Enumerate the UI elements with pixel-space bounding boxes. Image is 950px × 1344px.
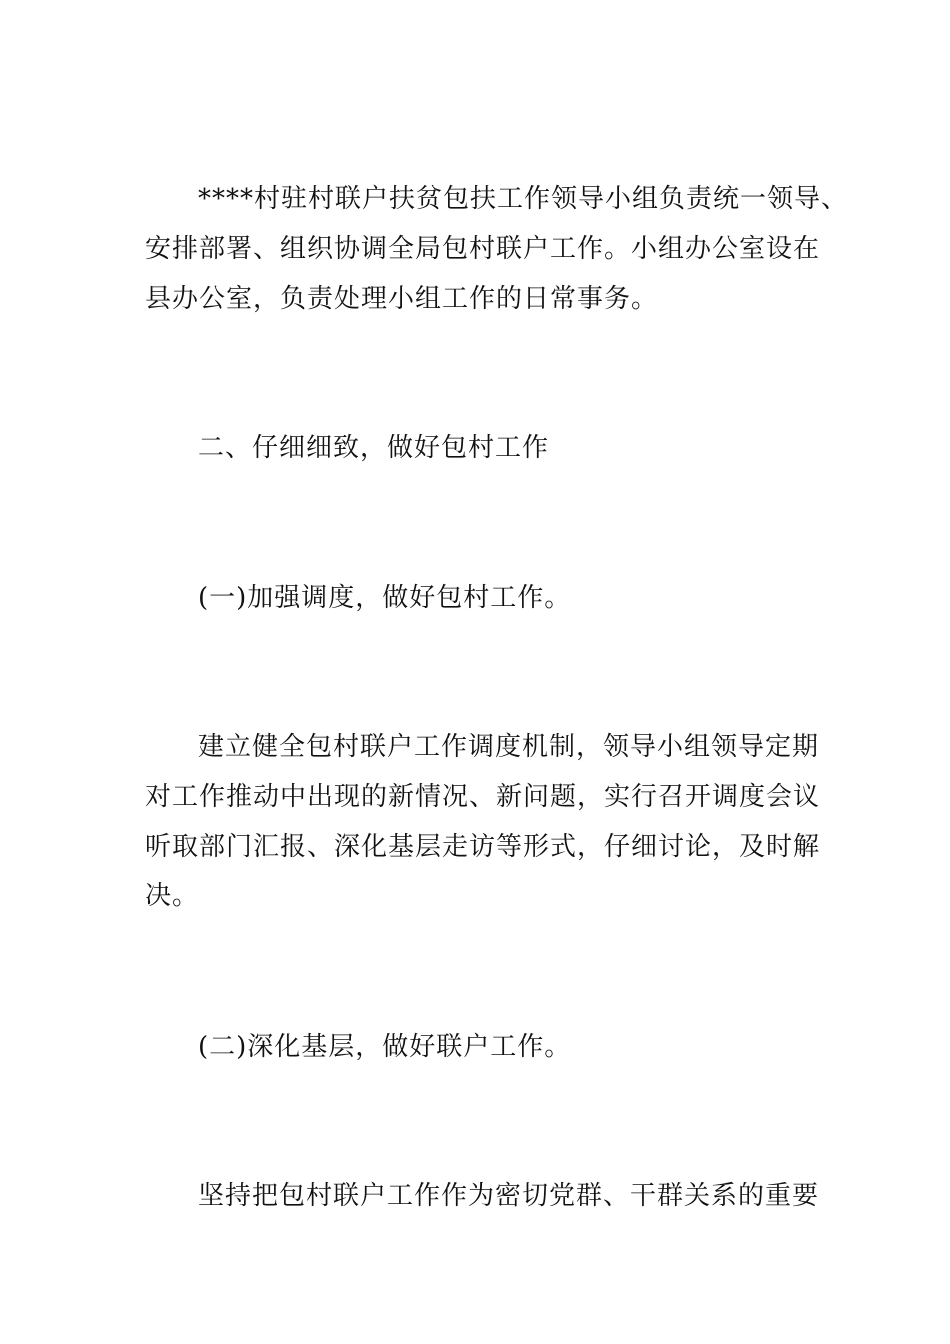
paragraph-line: 坚持把包村联户工作作为密切党群、干群关系的重要 — [198, 1181, 820, 1211]
subsection-heading-2: (二)深化基层，做好联户工作。 — [198, 1032, 572, 1062]
paragraph-line: 建立健全包村联户工作调度机制，领导小组领导定期 — [198, 732, 820, 762]
paragraph-line: 安排部署、组织协调全局包村联户工作。小组办公室设在 — [145, 234, 821, 264]
paragraph-line: 县办公室，负责处理小组工作的日常事务。 — [145, 284, 659, 314]
paragraph-line: ****村驻村联户扶贫包扶工作领导小组负责统一领导、 — [198, 184, 849, 214]
paragraph-line: 对工作推动中出现的新情况、新问题，实行召开调度会议 — [145, 782, 821, 812]
subsection-heading-1: (一)加强调度，做好包村工作。 — [198, 583, 572, 613]
paragraph-line: 决。 — [145, 881, 200, 911]
section-heading: 二、仔细细致，做好包村工作 — [198, 433, 550, 463]
paragraph-line: 听取部门汇报、深化基层走访等形式，仔细讨论，及时解 — [145, 832, 821, 862]
